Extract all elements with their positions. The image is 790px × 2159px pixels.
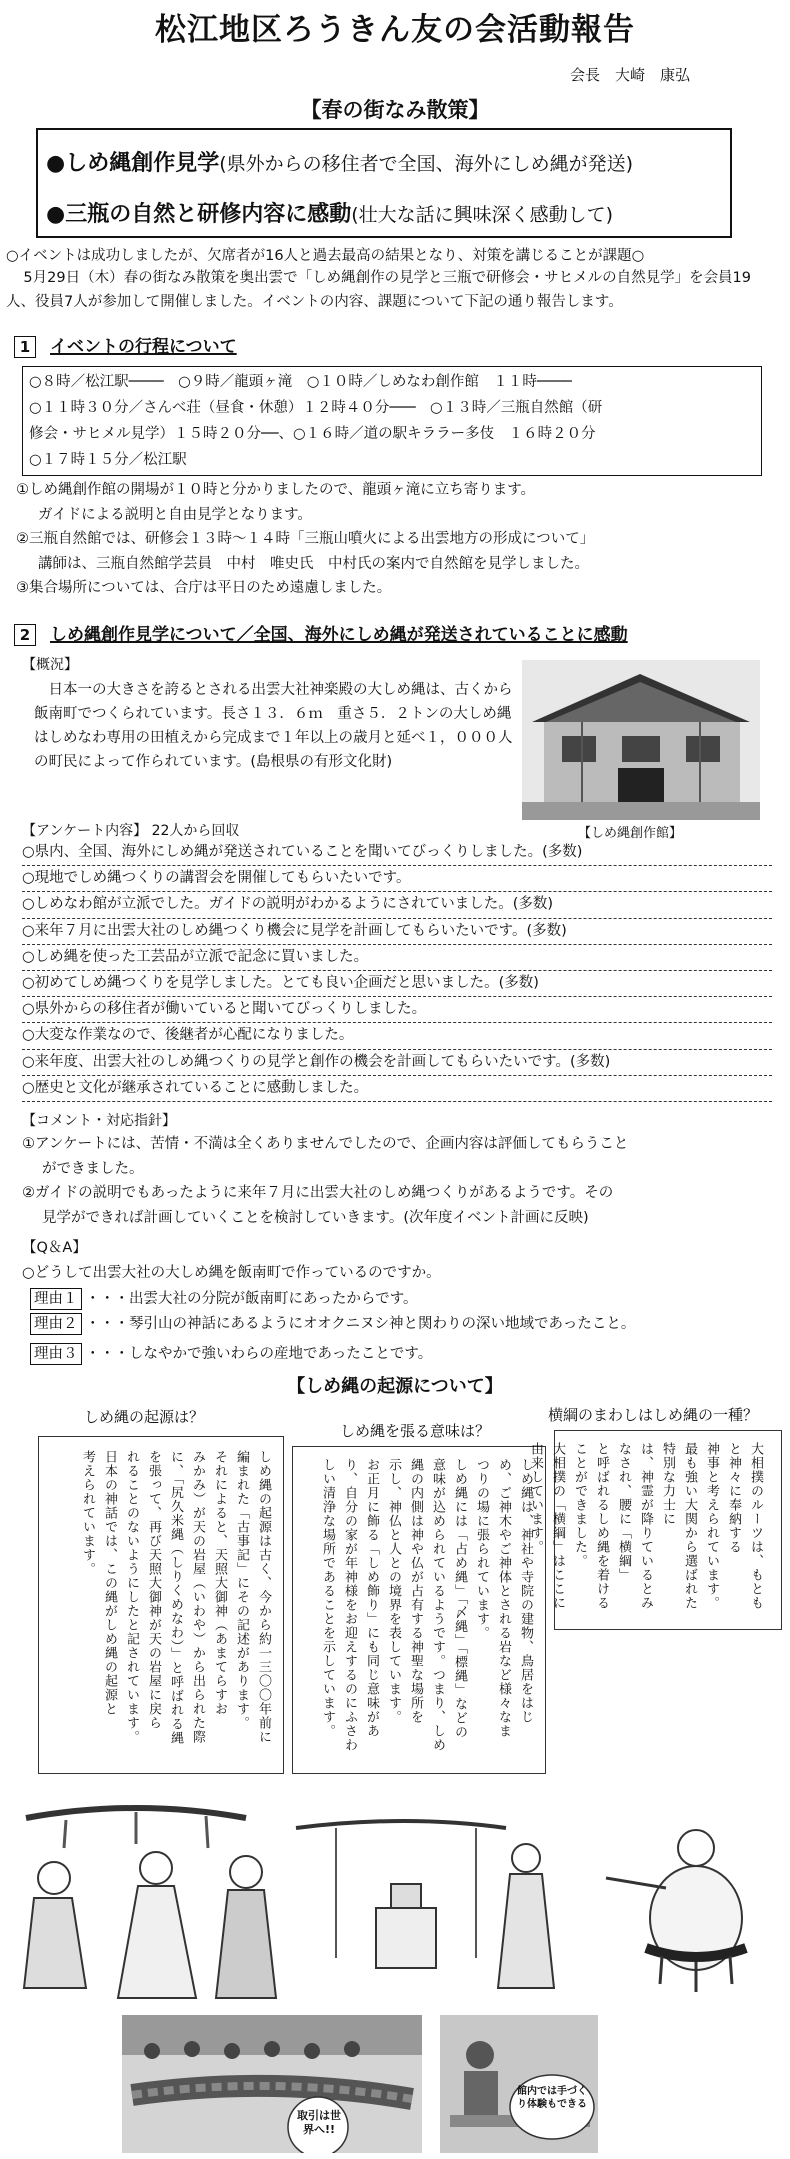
reason-text: ・・・しなやかで強いわらの産地であったことです。 <box>85 1346 433 1362</box>
highlight-2-sub: (壮大な話に興味深く感動して) <box>351 204 614 226</box>
col2-text <box>306 1458 536 1764</box>
section2-title: しめ縄創作見学について／全国、海外にしめ縄が発送されていることに感動 <box>50 625 628 645</box>
highlight-1 <box>46 146 633 177</box>
reason-tag: 理由２ <box>30 1313 82 1335</box>
col2-line: り、自分の家が年神様をお迎えするのにふさわ <box>342 1458 357 1752</box>
survey-item: ○来年７月に出雲大社のしめ縄つくり機会に見学を計画してもらいたいです。(多数) <box>22 919 772 945</box>
col1-line: それによると、天照大御神（あまてらすお <box>212 1450 227 1716</box>
comment-line: ②ガイドの説明でもあったように来年７月に出雲大社のしめ縄つくりがあるようです。その <box>22 1185 614 1201</box>
col3-title: 横綱のまわしはしめ縄の一種？ <box>548 1406 759 1424</box>
col1-line: を張って、再び天照大御神が天の岩屋に戻ら <box>146 1450 161 1730</box>
shimenawa-hall-photo <box>522 660 760 820</box>
note-line: ①しめ縄創作館の開場が１０時と分かりましたので、龍頭ヶ滝に立ち寄ります。 <box>16 482 536 498</box>
col2-line: しめ縄には「占め縄」「〆縄」「標縄」などの <box>452 1458 467 1739</box>
overview-paragraph: 日本一の大きさを誇るとされる出雲大社神楽殿の大しめ縄は、古くから飯南町でつくられています。長さ１３．６ｍ 重さ５．２トンの大しめ縄はしめなわ専用の田植えから完成まで１年以上の歳月と延べ１，０００人の町民によって作られています。(島根県の有形文化財) <box>34 682 513 770</box>
burst-label-1: 取引は世界へ!! <box>297 2109 341 2136</box>
banner: ○イベントは成功しましたが、欠席者が16人と過去最高の結果となり、対策を講じることが課題○ <box>6 248 645 264</box>
schedule-box <box>22 366 762 476</box>
col2-title: しめ縄を張る意味は？ <box>340 1422 491 1440</box>
survey-item: ○しめなわ館が立派でした。ガイドの説明がわかるようにされていました。(多数) <box>22 892 772 918</box>
schedule-line: ○１１時３０分／さんべ荘（昼食・休憩）１２時４０分─── ○１３時／三瓶自然館（研 <box>29 400 603 416</box>
comment-line: 見学ができれば計画していくことを検討していきます。(次年度イベント計画に反映) <box>42 1209 589 1226</box>
intro-paragraph: 5月29日（木）春の街なみ散策を奥出雲で「しめ縄創作の見学と三瓶で研修会・サヒメルの自然見学」を会員19人、役員7人が参加して開催しました。イベントの内容、課題について下記の通り報告します。 <box>6 270 752 310</box>
reason-text: ・・・琴引山の神話にあるようにオオクニヌシ神と関わりの深い地域であったこと。 <box>85 1316 636 1332</box>
schedule-line: ○１７時１５分／松江駅 <box>29 452 187 468</box>
col2-line: お正月に飾る「しめ飾り」にも同じ意味があ <box>364 1458 379 1738</box>
survey-item: ○しめ縄を使った工芸品が立派で記念に買いました。 <box>22 945 772 971</box>
comment-line: ①アンケートには、苦情・不満は全くありませんでしたので、企画内容は評価してもらうこと <box>22 1136 629 1152</box>
col3-line: 大相撲の「横綱」はここに由来しています。 <box>528 1442 565 1610</box>
section2-heading <box>14 620 628 646</box>
spring-heading-text: 春の街なみ散策 <box>321 98 469 122</box>
section1-title: イベントの行程について <box>50 337 237 357</box>
schedule-line: ○８時／松江駅──── ○９時／龍頭ヶ滝 ○１０時／しめなわ創作館 １１時──── <box>29 374 572 390</box>
overview-heading: 【概況】 <box>22 657 78 673</box>
survey-item: ○歴史と文化が継承されていることに感動しました。 <box>22 1076 772 1102</box>
col1-line: しめ縄の起源は古く、今から約一三〇〇年前に <box>256 1450 271 1744</box>
section1-notes <box>16 478 776 601</box>
section2-number: 2 <box>14 624 36 646</box>
col3-line: 大相撲のルーツは、もともと神々に奉納する <box>726 1442 763 1610</box>
photo-caption: 【しめ縄創作館】 <box>578 826 683 841</box>
survey-item: ○県内、全国、海外にしめ縄が発送されていることを聞いてびっくりしました。(多数) <box>22 840 772 866</box>
col1-line: 考えられています。 <box>80 1450 95 1576</box>
origin-heading: 【しめ縄の起源について】 <box>287 1376 503 1397</box>
col3-line: 最も強い大関から選ばれた特別な力士に <box>660 1442 697 1610</box>
col1-title: しめ縄の起源は？ <box>84 1408 205 1426</box>
qa-section <box>22 1236 774 1285</box>
highlight-1-sub: (県外からの移住者で全国、海外にしめ縄が発送) <box>219 153 634 175</box>
col3-line: 神事と考えられています。 <box>704 1442 719 1610</box>
survey-item: ○初めてしめ縄つくりを見学しました。とても良い企画だと思いました。(多数) <box>22 971 772 997</box>
reason-tag: 理由１ <box>30 1288 82 1310</box>
col1-line: 日本の神話では、この縄がしめ縄の起源と <box>102 1450 117 1716</box>
author: 会長 大崎 康弘 <box>570 66 691 84</box>
spring-heading: 【春の街なみ散策】 <box>300 98 490 122</box>
note-line: ③集合場所については、合庁は平日のため遠慮しました。 <box>16 580 392 596</box>
col1-text <box>60 1450 274 1760</box>
qa-heading: 【Q＆A】 <box>22 1240 87 1256</box>
highlight-1-bold: ●しめ縄創作見学 <box>46 151 220 176</box>
note-line: 講師は、三瓶自然館学芸員 中村 唯史氏 中村氏の案内で自然館を見学しました。 <box>38 555 589 572</box>
schedule-line: 修会・サヒメル見学）１５時２０分──、○１６時／道の駅キララー多伎 １６時２０分 <box>29 426 596 442</box>
highlight-2 <box>46 197 613 228</box>
shimenawa-illustration <box>6 1788 784 2028</box>
reason-1 <box>30 1287 418 1310</box>
col2-line: しめ縄は、神社や寺院の建物、鳥居をはじ <box>518 1458 533 1724</box>
reason-text: ・・・出雲大社の分院が飯南町にあったからです。 <box>85 1291 418 1307</box>
survey-heading: 【アンケート内容】 22人から回収 <box>22 823 240 839</box>
section1-number: 1 <box>14 336 36 358</box>
col2-line: 意味が込められているようです。つまり、しめ <box>430 1458 445 1752</box>
survey-list <box>22 840 772 1102</box>
workshop-photo <box>440 2015 598 2153</box>
burst-label-2: 館内では手づくり体験もできる <box>517 2086 587 2110</box>
col3-line: と呼ばれるしめ縄を着けることができました。 <box>572 1442 609 1610</box>
col3-text <box>528 1442 766 1620</box>
col2-line: 示し、神仏と人との境界を表しています。 <box>386 1458 401 1724</box>
col2-line: しい清浄な場所であることを示しています。 <box>320 1458 335 1738</box>
col1-line: 編まれた「古事記」にその記述があります。 <box>234 1450 249 1730</box>
col3-line: は、神霊が降りているとみなされ、腰に「横綱」 <box>616 1442 653 1610</box>
highlight-2-bold: ●三瓶の自然と研修内容に感動 <box>46 202 352 227</box>
comment-heading: 【コメント・対応指針】 <box>22 1113 176 1129</box>
survey-item: ○現地でしめ縄つくりの講習会を開催してもらいたいです。 <box>22 866 772 892</box>
col1-line: に、「尻久米縄（しりくめなわ）」と呼ばれる縄 <box>168 1450 183 1745</box>
survey-item: ○大変な作業なので、後継者が心配になりました。 <box>22 1023 772 1049</box>
col1-line: みかみ）が天の岩屋（いわや）から出られた際 <box>190 1450 205 1744</box>
col2-line: つりの場に張られています。 <box>474 1458 489 1640</box>
qa-question: ○どうして出雲大社の大しめ縄を飯南町で作っているのですか。 <box>22 1264 441 1281</box>
col1-line: れることのないようにしたと記されています。 <box>124 1450 139 1744</box>
section1-heading <box>14 332 237 358</box>
comment-line: ができました。 <box>42 1160 144 1177</box>
rope-making-photo <box>122 2015 422 2153</box>
reason-2 <box>30 1312 635 1335</box>
col2-line: 縄の内側は神や仏が占有する神聖な場所を <box>408 1458 423 1724</box>
survey-item: ○県外からの移住者が働いていると聞いてびっくりしました。 <box>22 997 772 1023</box>
reason-3 <box>30 1342 432 1365</box>
note-line: ②三瓶自然館では、研修会１３時～１４時「三瓶山噴火による出雲地方の形成について」 <box>16 531 595 547</box>
note-line: ガイドによる説明と自由見学となります。 <box>38 506 312 523</box>
col2-line: め、ご神木やご神体とされる岩など様々なま <box>496 1458 511 1738</box>
comment-list <box>22 1132 774 1230</box>
reason-tag: 理由３ <box>30 1343 82 1365</box>
survey-item: ○来年度、出雲大社のしめ縄つくりの見学と創作の機会を計画してもらいたいです。(多数) <box>22 1050 772 1076</box>
page-title: 松江地区ろうきん友の会活動報告 <box>155 12 635 48</box>
